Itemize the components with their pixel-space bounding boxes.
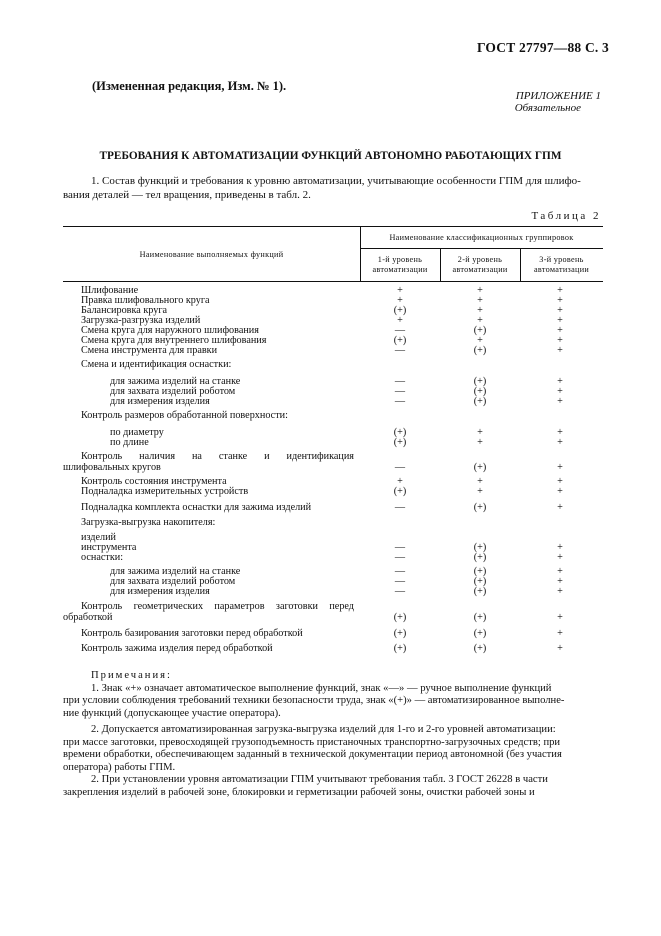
level-2-value: (+): [473, 542, 487, 553]
level-2-value: +: [477, 437, 483, 448]
level-3-value: +: [557, 586, 563, 597]
intro-line: вания деталей — тел вращения, приведены в табл. 2.: [63, 189, 311, 201]
level-2-value: (+): [473, 566, 487, 577]
level-3-value: +: [557, 335, 563, 346]
level-1-value: (+): [393, 486, 407, 497]
level-1-value: —: [394, 386, 406, 397]
function-name: для зажима изделий на станке: [110, 376, 241, 387]
level-1-value: +: [397, 315, 403, 326]
level-label: 2-й уровень: [457, 255, 503, 264]
level-3-value: +: [557, 437, 563, 448]
intro-paragraph: [63, 174, 603, 202]
level-label: 3-й уровень: [539, 255, 584, 264]
level-2-value: (+): [473, 502, 487, 513]
level-1-value: (+): [393, 335, 407, 346]
note-line: при массе заготовки, превосходящей грузоподъемность пристаночных транспортно-загрузочных средств; при: [63, 736, 561, 748]
level-2-value: (+): [473, 612, 487, 623]
edition-note: (Измененная редакция, Изм. № 1).: [92, 79, 287, 93]
function-name: по длине: [110, 437, 149, 448]
level-2-value: (+): [473, 586, 487, 597]
level-3-value: +: [557, 345, 563, 356]
level-3-value: +: [557, 612, 563, 623]
function-name: Подналадка измерительных устройств: [81, 486, 249, 497]
level-1-value: —: [394, 566, 406, 577]
level-1-value: (+): [393, 612, 407, 623]
note-line: при условии соблюдения требований техники безопасности труда, знак «(+)» — автоматизированное выполне-: [63, 695, 565, 706]
level-2-value: (+): [473, 643, 487, 654]
level-3-value: +: [557, 305, 563, 316]
function-name: для захвата изделий роботом: [110, 576, 236, 587]
level-1-value: (+): [393, 628, 407, 639]
level-3-value: +: [557, 576, 563, 587]
level-2-value: (+): [473, 325, 487, 336]
level-3-value: +: [557, 502, 563, 513]
notes-heading: Примечания:: [91, 670, 172, 681]
function-name: оснастки:: [81, 552, 124, 563]
level-3-value: +: [557, 462, 563, 473]
level-1-value: —: [394, 462, 406, 473]
note-line: 1. Знак «+» означает автоматическое выполнение функций, знак «—» — ручное выполнение функций: [91, 682, 552, 694]
level-3-value: +: [557, 325, 563, 336]
table-rule: [360, 248, 603, 249]
level-2-value: (+): [473, 376, 487, 387]
function-name: Смена круга для наружного шлифования: [81, 325, 259, 336]
note-line: ние функций (допускающее участие оператора).: [63, 707, 281, 719]
table-caption: Таблица 2: [531, 210, 601, 222]
function-name: Загрузка-разгрузка изделий: [81, 315, 201, 326]
document-title: ТРЕБОВАНИЯ К АВТОМАТИЗАЦИИ ФУНКЦИЙ АВТОНОМНО РАБОТАЮЩИХ ГПМ: [99, 150, 562, 162]
level-label: автоматизации: [452, 265, 508, 274]
level-3-value: +: [557, 386, 563, 397]
level-2-value: +: [477, 285, 483, 296]
col-header-function: Наименование выполняемых функций: [139, 250, 284, 259]
level-1-value: (+): [393, 643, 407, 654]
function-name: для захвата изделий роботом: [110, 386, 236, 397]
level-1-value: +: [397, 295, 403, 306]
level-2-value: (+): [473, 552, 487, 563]
function-name: для зажима изделий на станке: [110, 566, 241, 577]
function-name: по диаметру: [110, 427, 164, 438]
level-2-value: +: [477, 486, 483, 497]
note-line: времени обработки, обеспечивающем заданный в технической документации период автономной (без участия: [63, 749, 562, 760]
level-3-value: +: [557, 628, 563, 639]
level-3-value: +: [557, 295, 563, 306]
function-name: Смена инструмента для правки: [81, 345, 218, 356]
level-2-value: +: [477, 476, 483, 487]
level-3-value: +: [557, 285, 563, 296]
level-1-value: —: [394, 396, 406, 407]
level-2-value: (+): [473, 386, 487, 397]
level-3-value: +: [557, 552, 563, 563]
function-name: для измерения изделия: [110, 396, 210, 407]
page-header: ГОСТ 27797—88 С. 3: [476, 40, 609, 55]
appendix-status: Обязательное: [514, 102, 581, 114]
function-name: Правка шлифовального круга: [81, 295, 210, 306]
level-label: автоматизации: [372, 265, 428, 274]
level-2-value: +: [477, 427, 483, 438]
paragraph-line: 2. При установлении уровня автоматизации ГПМ учитывают требования табл. 3 ГОСТ 26228 в части: [91, 774, 548, 785]
level-2-value: +: [477, 335, 483, 346]
level-1-value: —: [394, 502, 406, 513]
function-name: Контроль наличия на станке и идентификация: [81, 451, 354, 462]
level-1-value: +: [397, 285, 403, 296]
level-3-value: +: [557, 542, 563, 553]
level-label: 1-й уровень: [377, 255, 423, 264]
level-1-value: —: [394, 576, 406, 587]
level-1-value: —: [394, 376, 406, 387]
function-name: инструмента: [81, 542, 137, 553]
notes: [63, 670, 603, 774]
level-3-value: +: [557, 427, 563, 438]
level-1-value: —: [394, 542, 406, 553]
function-name: Смена и идентификация оснастки:: [81, 359, 232, 370]
note-line: 2. Допускается автоматизированная загрузка-выгрузка изделий для 1-го и 2-го уровней автоматизации:: [91, 724, 556, 735]
level-1-value: —: [394, 345, 406, 356]
function-name: Контроль базирования заготовки перед обработкой: [81, 628, 303, 639]
level-2-value: +: [477, 305, 483, 316]
level-1-value: (+): [393, 305, 407, 316]
level-2-value: +: [477, 315, 483, 326]
level-1-value: —: [394, 586, 406, 597]
level-2-value: (+): [473, 345, 487, 356]
level-3-value: +: [557, 643, 563, 654]
col-header-level-1: [360, 255, 440, 275]
level-3-value: +: [557, 396, 563, 407]
table-rule: [63, 226, 603, 227]
closing-paragraph: [63, 773, 603, 799]
function-name: Смена круга для внутреннего шлифования: [81, 335, 267, 346]
function-name: Контроль состояния инструмента: [81, 476, 227, 487]
col-header-level-3: [520, 255, 603, 275]
function-name: шлифовальных кругов: [63, 462, 161, 473]
function-name: изделий: [81, 532, 116, 543]
function-name: для измерения изделия: [110, 586, 210, 597]
level-3-value: +: [557, 476, 563, 487]
level-2-value: +: [477, 295, 483, 306]
paragraph-line: закрепления изделий в рабочей зоне, блокировки и герметизации рабочей зоны, очистки рабочей зоны и: [63, 787, 535, 798]
level-3-value: +: [557, 376, 563, 387]
level-1-value: —: [394, 325, 406, 336]
function-name: Контроль зажима изделия перед обработкой: [81, 643, 273, 654]
level-1-value: (+): [393, 437, 407, 448]
level-3-value: +: [557, 486, 563, 497]
function-name: Контроль геометрических параметров заготовки перед: [81, 601, 354, 612]
function-name: Шлифование: [81, 285, 139, 296]
level-3-value: +: [557, 315, 563, 326]
level-1-value: —: [394, 552, 406, 563]
level-2-value: (+): [473, 576, 487, 587]
col-header-level-2: [440, 255, 520, 275]
function-name: Контроль размеров обработанной поверхности:: [81, 410, 288, 421]
level-2-value: (+): [473, 628, 487, 639]
level-1-value: +: [397, 476, 403, 487]
intro-line: 1. Состав функций и требования к уровню автоматизации, учитывающие особенности ГПМ для шлифо-: [91, 175, 581, 187]
level-2-value: (+): [473, 396, 487, 407]
level-label: автоматизации: [533, 265, 590, 274]
appendix-number: ПРИЛОЖЕНИЕ 1: [515, 90, 601, 102]
col-header-group: Наименование классификационных группировок: [389, 233, 574, 242]
function-name: обработкой: [63, 612, 113, 623]
function-name: Балансировка круга: [81, 305, 168, 316]
appendix-label: [515, 90, 601, 114]
function-name: Подналадка комплекта оснастки для зажима изделий: [81, 502, 312, 513]
table-rule: [63, 281, 603, 282]
level-3-value: +: [557, 566, 563, 577]
function-name: Загрузка-выгрузка накопителя:: [81, 517, 216, 528]
level-1-value: (+): [393, 427, 407, 438]
note-line: оператора) работы ГПМ.: [63, 761, 176, 773]
level-2-value: (+): [473, 462, 487, 473]
